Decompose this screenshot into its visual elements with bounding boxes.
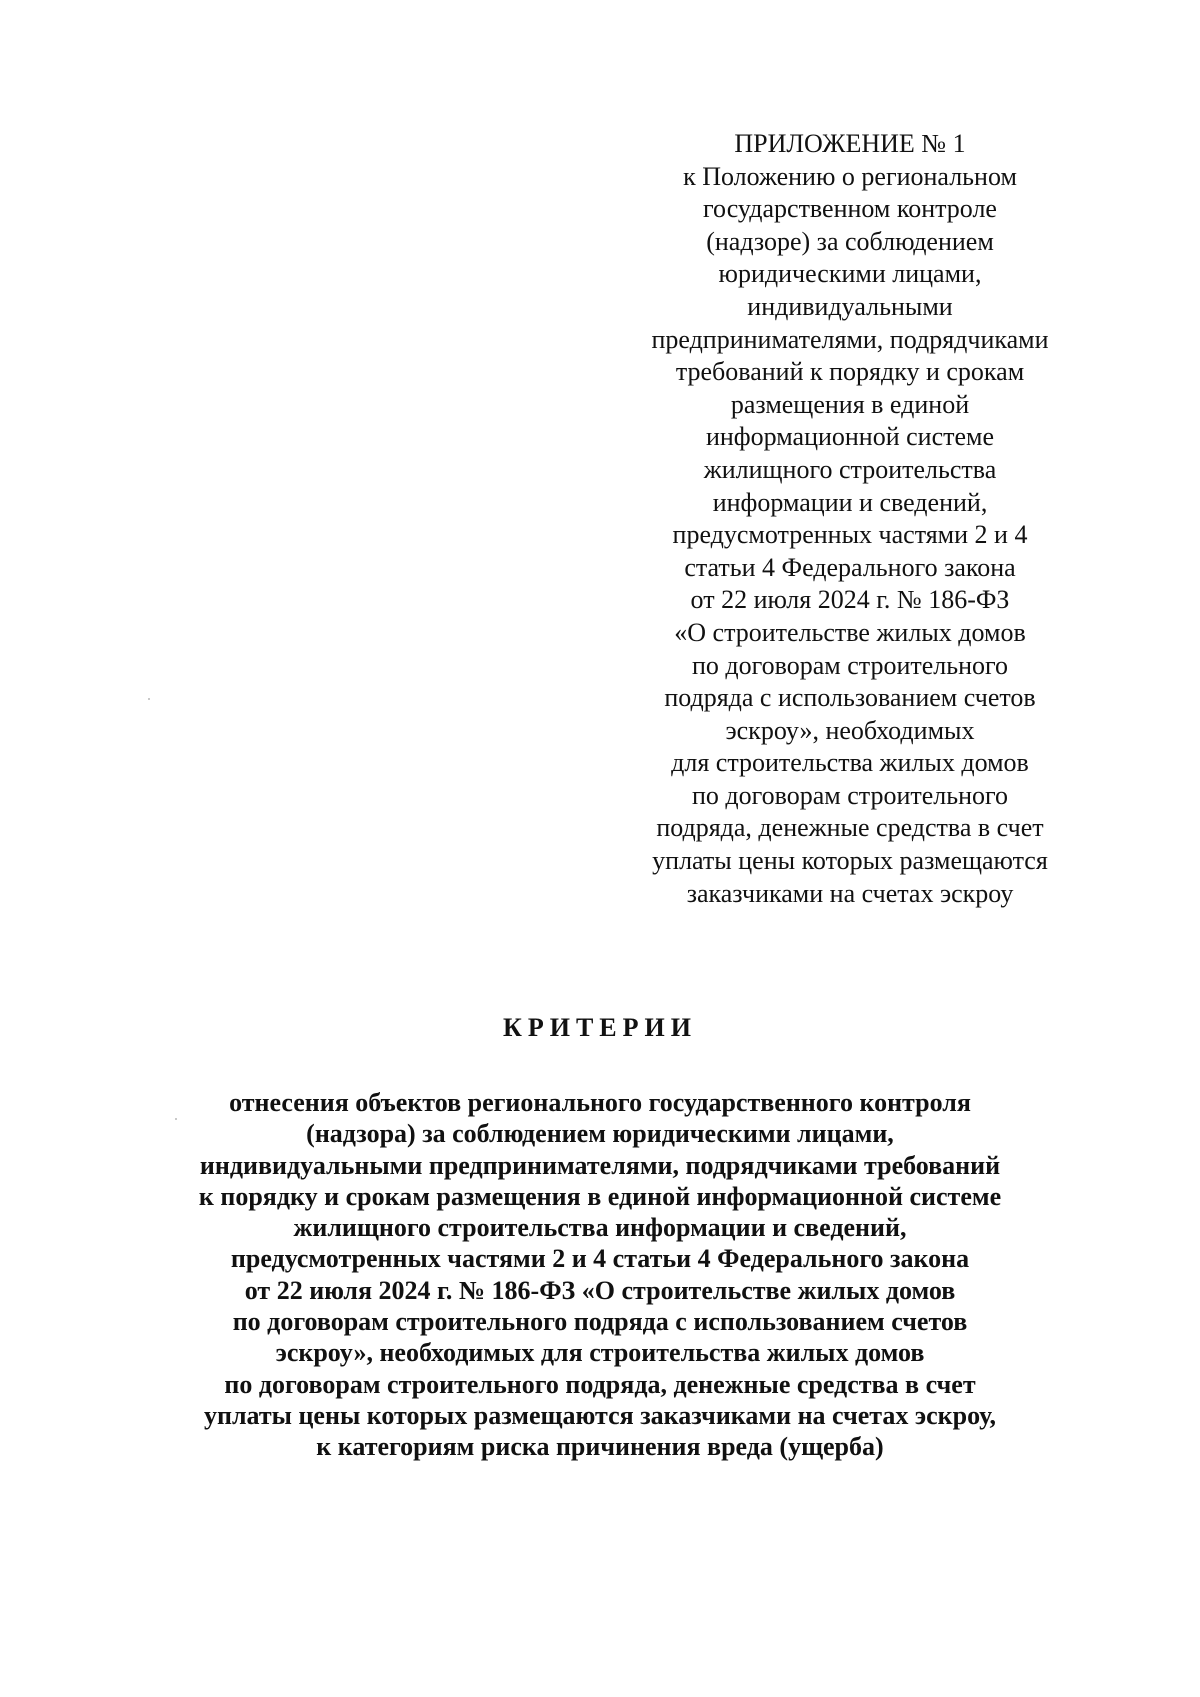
criteria-line: эскроу», необходимых для строительства жилых домов [275, 1338, 925, 1368]
appendix-line: размещения в единой [730, 389, 970, 419]
appendix-line: заказчиками на счетах эскроу [686, 878, 1014, 908]
appendix-line: уплаты цены которых размещаются [652, 846, 1048, 876]
criteria-line: от 22 июля 2024 г. № 186-ФЗ «О строительстве жилых домов [244, 1275, 956, 1305]
appendix-line: подряда с использованием счетов [664, 683, 1036, 713]
appendix-line: требований к порядку и срокам [675, 357, 1025, 387]
appendix-line: информационной системе [705, 422, 995, 452]
appendix-line: ПРИЛОЖЕНИЕ № 1 [734, 129, 966, 158]
criteria-line: отнесения объектов регионального государственного контроля [229, 1088, 971, 1117]
scan-speck [175, 1118, 177, 1120]
appendix-line: индивидуальными [747, 291, 953, 321]
appendix-line: для строительства жилых домов [671, 748, 1029, 778]
appendix-line: эскроу», необходимых [725, 715, 975, 745]
appendix-header [590, 128, 1110, 910]
appendix-line: статьи 4 Федерального закона [684, 552, 1016, 582]
criteria-line: к категориям риска причинения вреда (ущерба) [316, 1432, 884, 1462]
appendix-line: жилищного строительства [703, 454, 997, 484]
criteria-line: по договорам строительного подряда, денежные средства в счет [224, 1369, 976, 1399]
criteria-line: по договорам строительного подряда с использованием счетов [232, 1307, 968, 1337]
appendix-line: подряда, денежные средства в счет [656, 813, 1044, 843]
criteria-line: уплаты цены которых размещаются заказчиками на счетах эскроу, [203, 1400, 996, 1430]
criteria-line: предусмотренных частями 2 и 4 статьи 4 Федерального закона [230, 1244, 970, 1274]
criteria-line: к порядку и срокам размещения в единой информационной системе [198, 1181, 1002, 1211]
scan-speck [148, 698, 150, 700]
criteria-title: КРИТЕРИИ [503, 1013, 697, 1042]
appendix-line: предусмотренных частями 2 и 4 [672, 520, 1028, 550]
appendix-line: по договорам строительного [691, 650, 1009, 680]
criteria-line: (надзора) за соблюдением юридическими лицами, [306, 1119, 894, 1149]
appendix-line: к Положению о региональном [683, 161, 1017, 191]
appendix-line: «О строительстве жилых домов [674, 617, 1026, 647]
appendix-line: государственном контроле [703, 194, 997, 224]
appendix-line: от 22 июля 2024 г. № 186-ФЗ [690, 585, 1010, 615]
appendix-line: информации и сведений, [712, 487, 988, 517]
appendix-line: (надзоре) за соблюдением [706, 226, 994, 256]
appendix-line: предпринимателями, подрядчиками [651, 324, 1049, 354]
criteria-line: индивидуальными предпринимателями, подрядчиками требований [199, 1150, 1001, 1180]
appendix-line: по договорам строительного [691, 780, 1009, 810]
appendix-line: юридическими лицами, [718, 259, 982, 289]
criteria-subtitle [100, 1087, 1100, 1463]
criteria-line: жилищного строительства информации и сведений, [293, 1213, 907, 1243]
